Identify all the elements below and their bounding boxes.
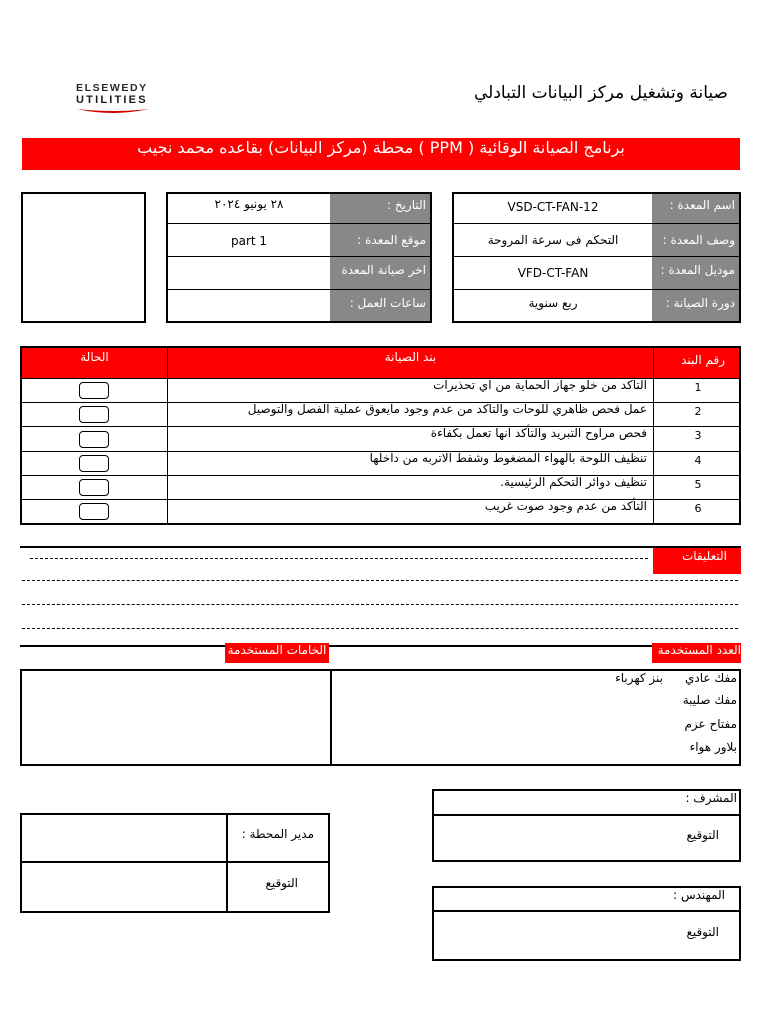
comment-line[interactable] <box>22 604 738 605</box>
date-label: التاريخ : <box>330 194 430 223</box>
row-text: فحص مراوح التبريد والتأكد انها تعمل بكفاءة <box>430 426 647 440</box>
engineer-box <box>432 886 741 961</box>
program-banner: برنامج الصيانة الوقائية ( PPM ) محطة (مركز البيانات) بقاعده محمد نجيب <box>22 138 740 170</box>
row-number: 5 <box>694 478 702 491</box>
supervisor-label: المشرف : <box>685 791 737 805</box>
tools-box <box>20 669 741 766</box>
comments-section <box>20 546 741 646</box>
material-item: بنز كهرباء <box>615 671 663 685</box>
location-value: part 1 <box>230 234 268 248</box>
tool-item: بلاور هواء <box>689 740 737 754</box>
status-checkbox[interactable] <box>79 503 109 520</box>
tools-used-label: العدد المستخدمة <box>652 643 741 663</box>
materials-used-label: الخامات المستخدمة <box>225 643 329 663</box>
maintenance-table <box>20 346 741 525</box>
logo-text-top: ELSEWEDY <box>76 82 148 94</box>
comment-line[interactable] <box>30 558 648 559</box>
info-box <box>166 192 432 323</box>
equipment-box <box>452 192 741 323</box>
comments-label: التعليقات <box>653 548 741 574</box>
equipment-photo-box <box>21 192 146 323</box>
item-column-header: بند الصيانة <box>168 348 653 378</box>
working-hours-label: ساعات العمل : <box>330 290 430 321</box>
row-number: 4 <box>694 454 702 467</box>
supervisor-box <box>432 789 741 862</box>
row-text: تنظيف اللوحة بالهواء المضغوط وشفط الاتربه من داخلها <box>369 451 647 465</box>
row-number: 1 <box>694 381 702 394</box>
status-checkbox[interactable] <box>79 382 109 399</box>
comment-line[interactable] <box>22 628 738 629</box>
page-title: صيانة وتشغيل مركز البيانات التبادلي <box>474 83 728 103</box>
location-label: موقع المعدة : <box>330 224 430 256</box>
status-checkbox[interactable] <box>79 455 109 472</box>
status-checkbox[interactable] <box>79 406 109 423</box>
row-number: 3 <box>694 429 702 442</box>
station-manager-box <box>20 813 330 913</box>
tool-item: مفك عادي <box>685 671 737 685</box>
equipment-model-label: موديل المعدة : <box>652 257 739 289</box>
number-column-header: رقم البند <box>654 348 739 378</box>
engineer-label: المهندس : <box>673 888 725 902</box>
row-number: 6 <box>694 502 702 515</box>
row-text: التأكد من خلو جهاز الحماية من اي تحذيرات <box>433 378 647 392</box>
row-text: عمل فحص ظاهري للوحات والتاكد من عدم وجود مايعوق عملية الفصل والتوصيل <box>247 402 647 416</box>
equipment-model-value: VFD-CT-FAN <box>517 266 589 280</box>
last-maintenance-label: اخر صيانة المعدة <box>330 257 430 289</box>
station-manager-signature[interactable]: التوقيع <box>265 876 298 890</box>
maintenance-cycle-label: دورة الصيانة : <box>652 290 739 321</box>
tool-item: مفك صليبة <box>682 693 737 707</box>
status-checkbox[interactable] <box>79 431 109 448</box>
station-manager-label: مدير المحطة : <box>241 827 314 841</box>
tool-item: مفتاح عزم <box>684 717 737 731</box>
row-text: تنظيف دوائر التحكم الرئيسية. <box>500 475 647 489</box>
equipment-desc-label: وصف المعدة : <box>652 224 739 256</box>
row-text: التأكد من عدم وجود صوت غريب <box>484 499 647 513</box>
supervisor-signature[interactable]: التوقيع <box>686 828 719 842</box>
row-number: 2 <box>694 405 702 418</box>
date-value: ٢٨ يونيو ٢٠٢٤ <box>214 197 284 211</box>
maintenance-cycle-value: ربع سنوية <box>528 296 578 310</box>
equipment-name-label: اسم المعدة : <box>652 194 739 223</box>
logo-swoosh-icon <box>76 107 150 115</box>
logo-text-bottom: UTILITIES <box>76 94 148 106</box>
status-checkbox[interactable] <box>79 479 109 496</box>
equipment-name-value: VSD-CT-FAN-12 <box>507 200 599 214</box>
comment-line[interactable] <box>22 580 738 581</box>
equipment-desc-value: التحكم فى سرعة المروحة <box>487 233 619 247</box>
engineer-signature[interactable]: التوقيع <box>686 925 719 939</box>
status-column-header: الحالة <box>22 348 167 378</box>
